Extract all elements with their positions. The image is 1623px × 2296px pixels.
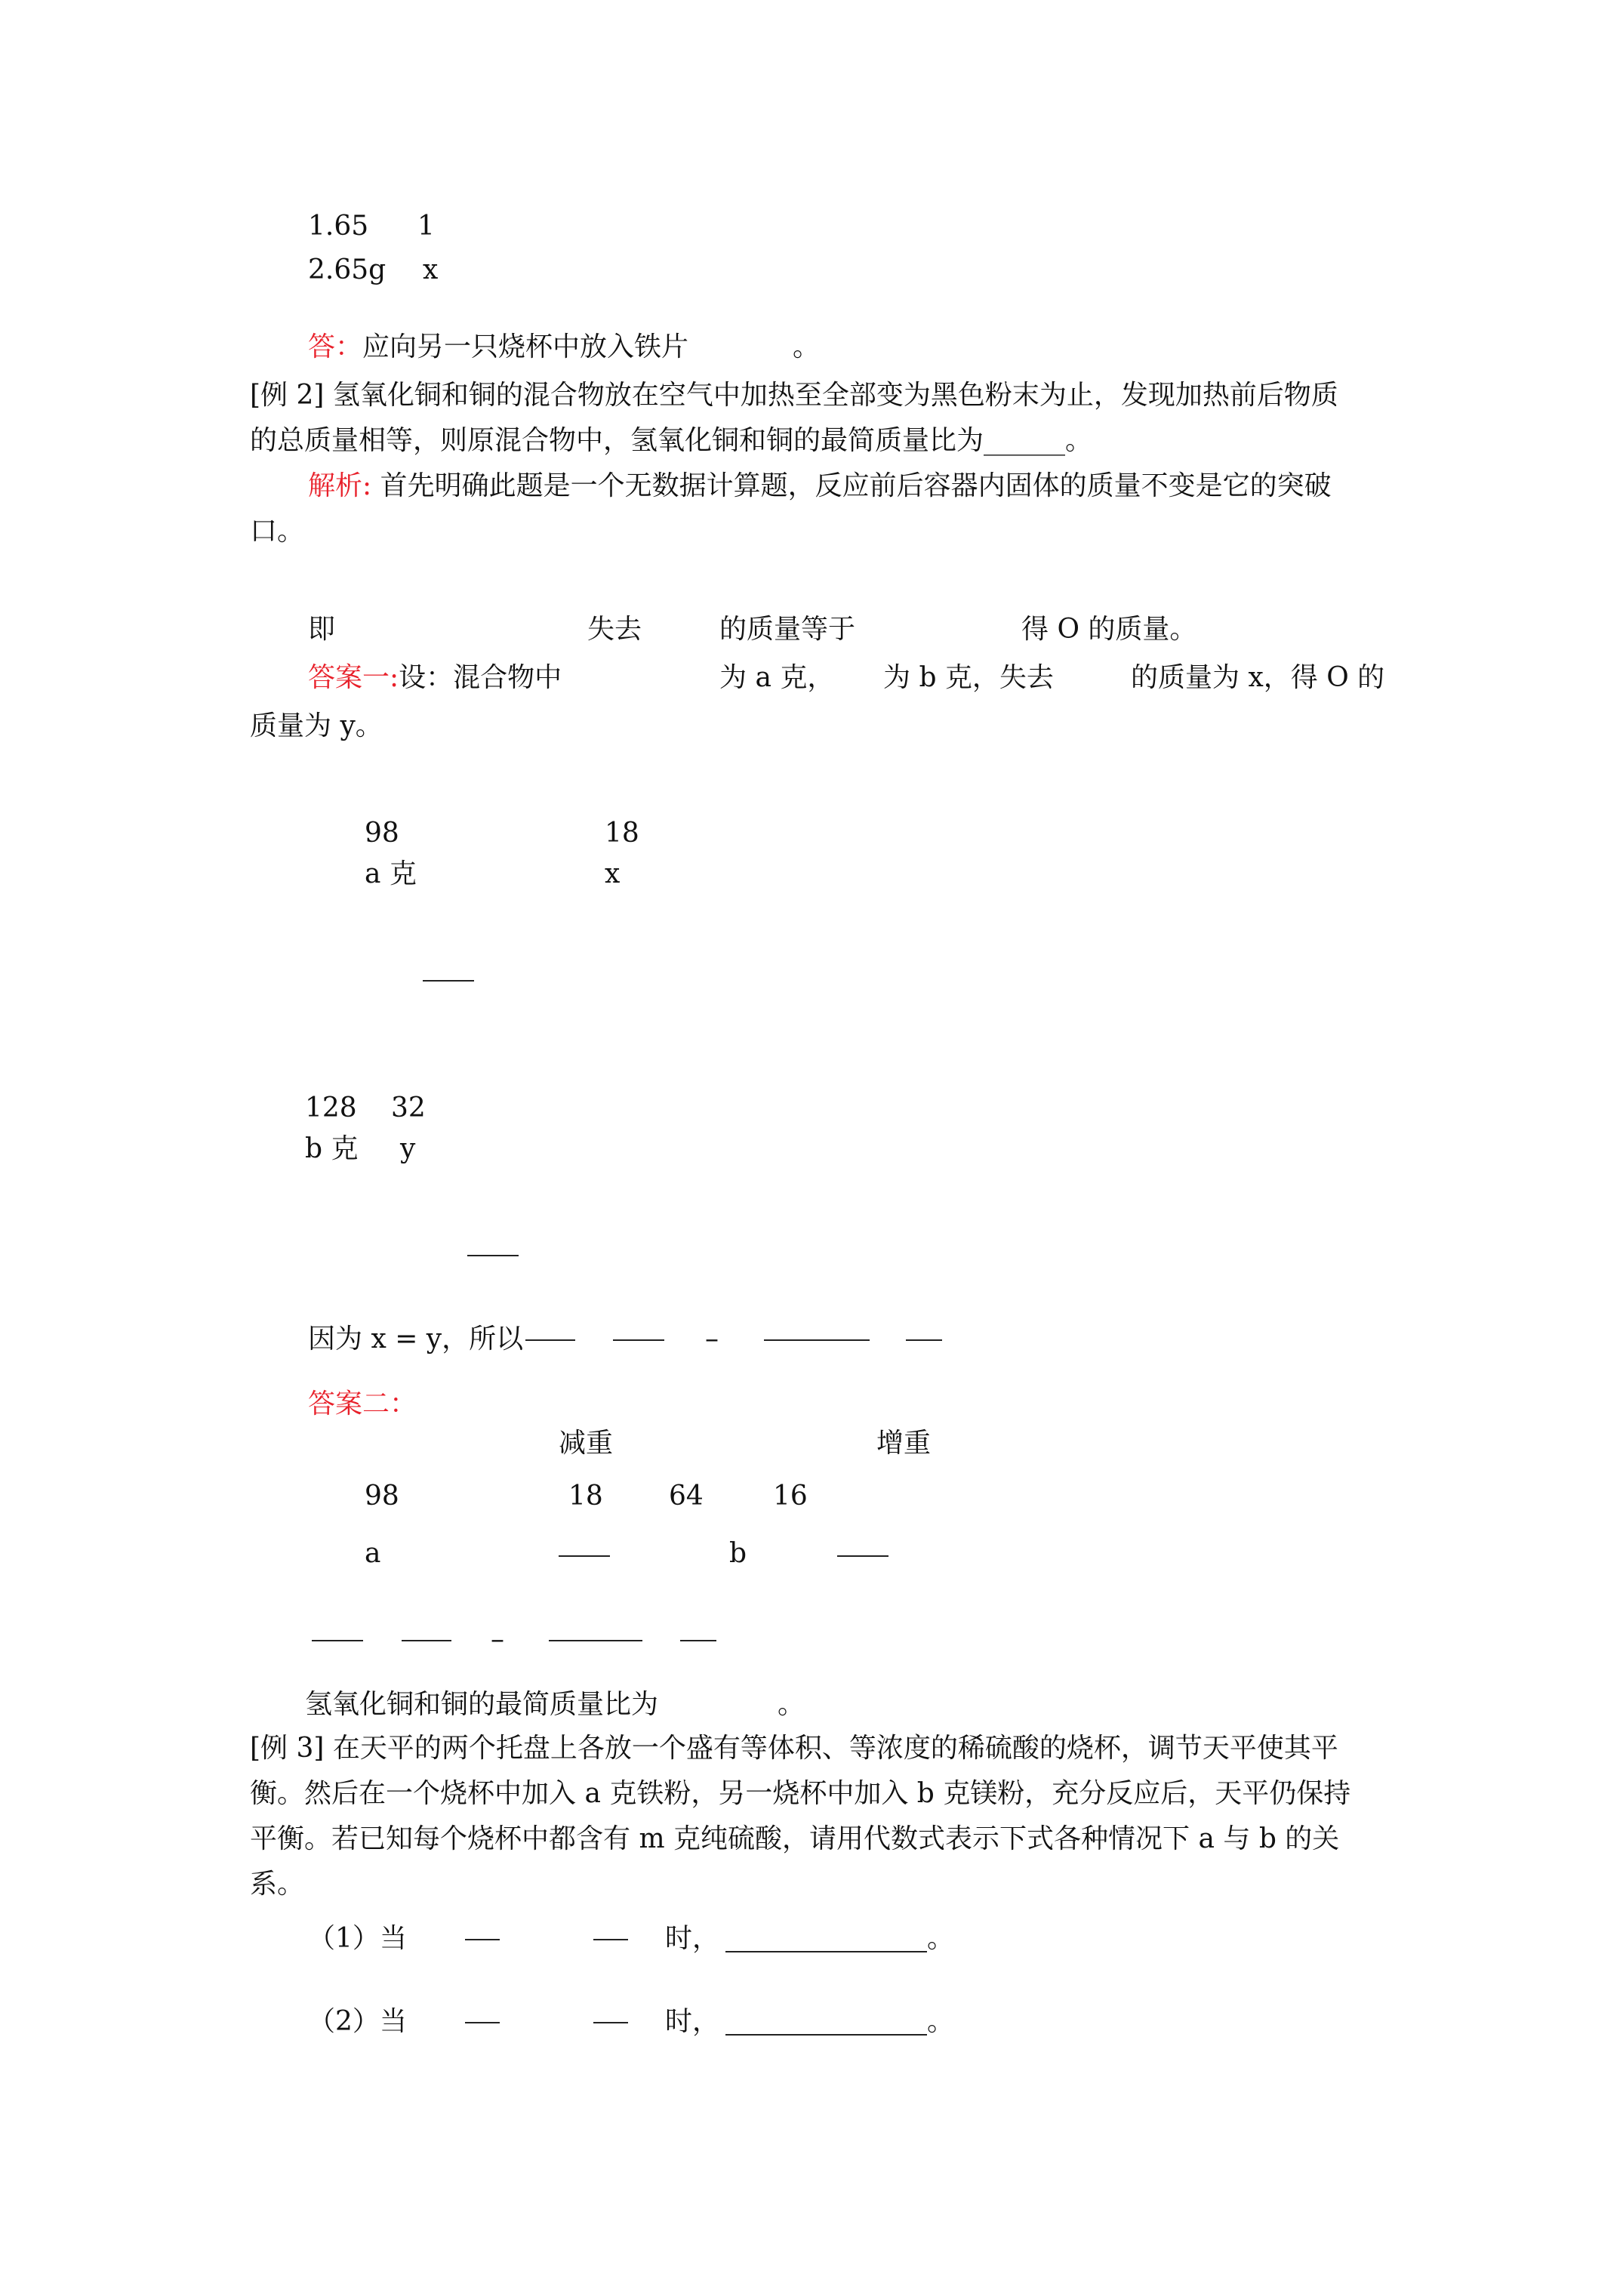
- q1-answer-blank[interactable]: [725, 1925, 954, 1952]
- fraction-bar: [593, 1939, 628, 1940]
- ji-label: 即: [308, 614, 336, 645]
- answer-blank[interactable]: [725, 1925, 927, 1952]
- ex2-analysis: [308, 470, 1332, 501]
- fraction-bar: [837, 1555, 888, 1557]
- q2-when: 时，: [665, 2006, 720, 2037]
- ex3-line1: [例 3] 在天平的两个托盘上各放一个盛有等体积、等浓度的稀硫酸的烧杯，调节天平使其平: [250, 1733, 1338, 1764]
- fraction-bar: [764, 1339, 870, 1341]
- ans1-label: 答案一:: [308, 662, 399, 693]
- calc1-v2: x: [605, 858, 621, 889]
- minus-sign: –: [705, 1324, 719, 1354]
- calc3-b: b: [729, 1538, 747, 1569]
- ans1-b: 为 a 克，: [719, 662, 835, 693]
- calc3-n1: 98: [365, 1481, 399, 1512]
- ex1-answer: [308, 331, 689, 362]
- calc3-n3: 64: [669, 1481, 704, 1512]
- fraction-bar: [402, 1640, 451, 1641]
- calc3-n4: 16: [773, 1481, 808, 1512]
- ans1-first: [308, 664, 562, 692]
- answer-text: 应向另一只烧杯中放入铁片: [362, 331, 689, 362]
- shiqu-label: 失去: [587, 614, 642, 645]
- final-text: 氢氧化铜和铜的最简质量比为: [305, 1689, 659, 1720]
- ex3-line3: 平衡。若已知每个烧杯中都含有 m 克纯硫酸，请用代数式表示下式各种情况下 a 与 b 的关: [250, 1823, 1340, 1854]
- ex2-line2: 的总质量相等，则原混合物中，氢氧化铜和铜的最简质量比为______。: [250, 425, 1093, 456]
- jianzhong-label: 减重: [559, 1428, 614, 1459]
- ex3-line2: 衡。然后在一个烧杯中加入 a 克铁粉，另一烧杯中加入 b 克镁粉，充分反应后，天平仍保持: [250, 1778, 1351, 1809]
- de-o-label: 得 O 的质量。: [1021, 614, 1197, 645]
- calc3-n2: 18: [568, 1481, 603, 1512]
- zhiliang-dengyu-label: 的质量等于: [719, 614, 856, 645]
- fraction-bar: [525, 1339, 575, 1341]
- fraction-bar: [593, 2022, 628, 2023]
- ex1-r1-a: 1.65: [308, 211, 369, 242]
- zengzhong-label: 增重: [876, 1428, 932, 1459]
- fraction-bar: [467, 1255, 519, 1256]
- q2-label: （2）当: [308, 2006, 407, 2037]
- ans1-d: 的质量为 x，得 O 的: [1131, 662, 1385, 693]
- ex1-r1-b: 1: [417, 211, 435, 242]
- ex3-line4: 系。: [250, 1869, 305, 1900]
- answer-label: 答：: [308, 331, 363, 362]
- calc1-n2: 18: [605, 818, 639, 849]
- fraction-bar: [465, 2022, 500, 2023]
- fraction-bar: [613, 1339, 664, 1341]
- q1-label: （1）当: [308, 1923, 407, 1954]
- ex1-r2-a: 2.65g: [308, 254, 387, 285]
- ans1-a: 设：混合物中: [399, 662, 562, 693]
- analysis-text: 首先明确此题是一个无数据计算题，反应前后容器内固体的质量不变是它的突破: [371, 470, 1332, 501]
- q2-answer-blank[interactable]: [725, 2008, 954, 2036]
- final-end: 。: [778, 1689, 805, 1720]
- minus-sign: –: [491, 1624, 504, 1655]
- fraction-bar: [680, 1640, 716, 1641]
- fraction-bar: [312, 1640, 363, 1641]
- fraction-bar: [465, 1939, 500, 1940]
- calc1-v1: a 克: [365, 858, 417, 889]
- calc1-n1: 98: [365, 818, 399, 849]
- fraction-bar: [549, 1640, 642, 1641]
- ex1-answer-end: 。: [793, 331, 821, 362]
- ans2-label: 答案二：: [308, 1388, 417, 1419]
- analysis-label: 解析:: [308, 470, 372, 501]
- calc2-v2: y: [400, 1133, 416, 1164]
- ans1-line2: 质量为 y。: [250, 710, 383, 741]
- calc3-a: a: [365, 1538, 381, 1569]
- fraction-bar: [423, 980, 474, 982]
- ex1-r2-b: x: [423, 254, 439, 285]
- ans1-c: 为 b 克，失去: [883, 662, 1054, 693]
- q2-end: 。: [927, 2006, 955, 2037]
- fraction-bar: [906, 1339, 942, 1341]
- ex2-line1: [例 2] 氢氧化铜和铜的混合物放在空气中加热至全部变为黑色粉末为止，发现加热前后物质: [250, 380, 1338, 411]
- calc2-v1: b 克: [305, 1133, 359, 1164]
- answer-blank[interactable]: [725, 2008, 927, 2036]
- ex2-analysis-line2: 口。: [250, 516, 305, 547]
- calc2-n2: 32: [391, 1093, 426, 1123]
- fraction-bar: [559, 1555, 610, 1557]
- q1-when: 时，: [665, 1923, 720, 1954]
- calc2-n1: 128: [305, 1093, 357, 1123]
- because-text: 因为 x = y，所以: [308, 1324, 524, 1354]
- q1-end: 。: [927, 1923, 955, 1954]
